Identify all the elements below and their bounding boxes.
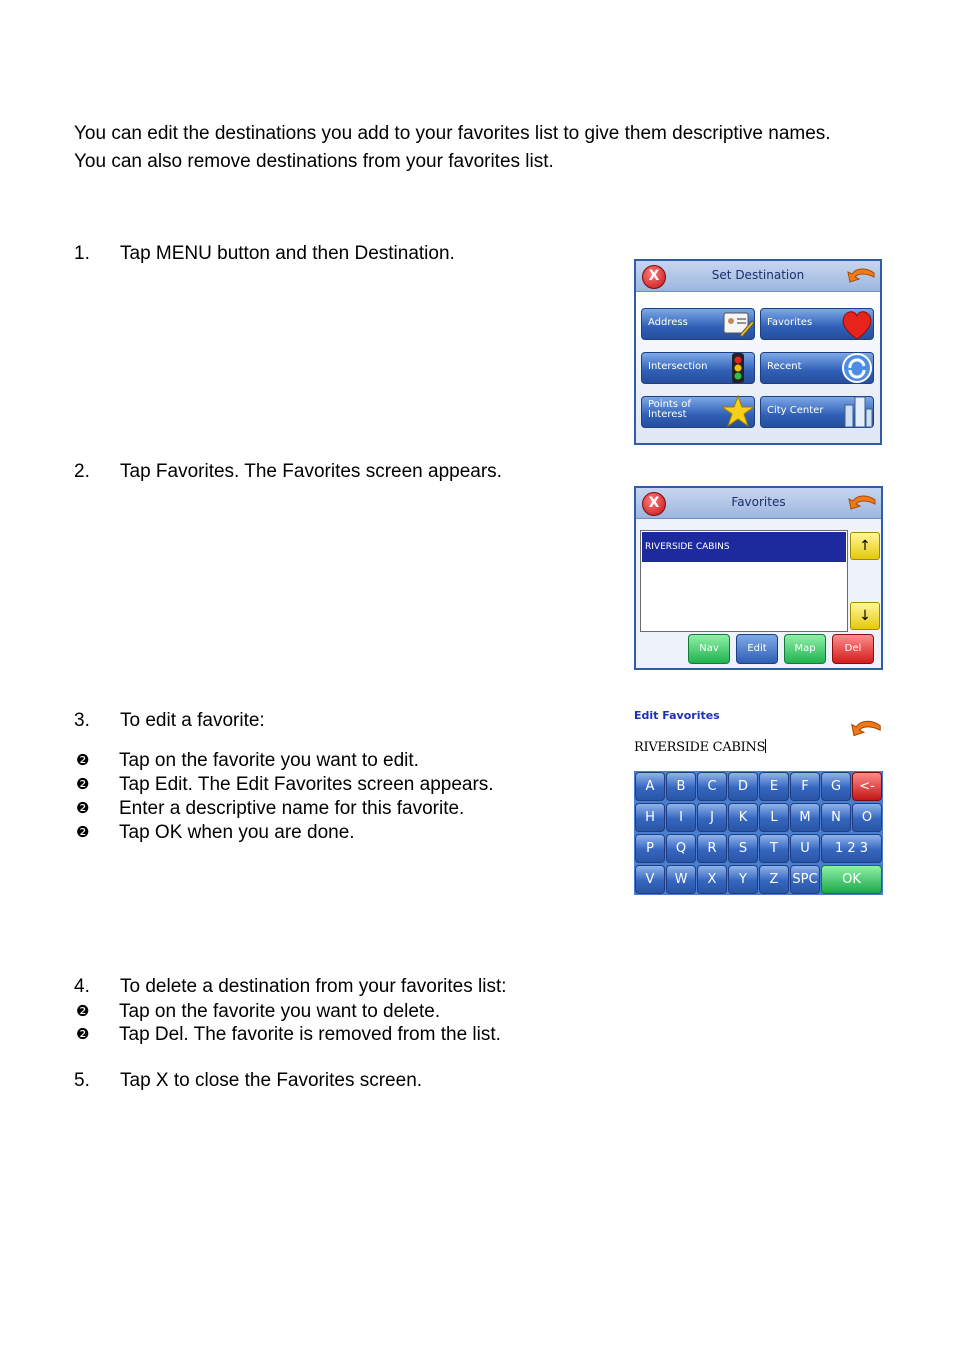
- key[interactable]: K: [728, 803, 758, 832]
- map-button[interactable]: Map: [784, 634, 826, 664]
- key[interactable]: Z: [759, 865, 789, 894]
- scroll-up-button[interactable]: ↑: [850, 532, 880, 560]
- refresh-icon: [839, 349, 875, 387]
- numbers-key[interactable]: 1 2 3: [821, 834, 882, 863]
- key[interactable]: B: [666, 772, 696, 801]
- close-button[interactable]: X: [642, 492, 666, 516]
- bullet-icon: ❷: [76, 800, 90, 817]
- nav-button[interactable]: Nav: [688, 634, 730, 664]
- edit-bullet-list: [0, 750, 600, 850]
- key[interactable]: O: [852, 803, 882, 832]
- screen-title: Set Destination: [711, 268, 805, 282]
- step-text: Tap MENU button and then Destination.: [120, 243, 455, 264]
- bullet-text: Tap on the favorite you want to edit.: [119, 750, 419, 771]
- button-label: Recent: [767, 361, 802, 372]
- step-number: 1.: [74, 243, 90, 264]
- city-center-button[interactable]: [760, 396, 874, 428]
- key[interactable]: G: [821, 772, 851, 801]
- key[interactable]: M: [790, 803, 820, 832]
- key[interactable]: W: [666, 865, 696, 894]
- key[interactable]: L: [759, 803, 789, 832]
- bullet-icon: ❷: [76, 752, 90, 769]
- close-button[interactable]: X: [642, 265, 666, 289]
- bullet-icon: ❷: [76, 1026, 90, 1043]
- button-label-line-1: Points of: [648, 399, 691, 410]
- step-text: Tap Favorites. The Favorites screen appears.: [120, 461, 502, 482]
- key[interactable]: U: [790, 834, 820, 863]
- list-item: [0, 1024, 600, 1046]
- points-of-interest-button[interactable]: [641, 396, 755, 428]
- backspace-key[interactable]: <-: [852, 772, 882, 801]
- list-item: [0, 822, 600, 844]
- edit-button[interactable]: Edit: [736, 634, 778, 664]
- button-label-line-2: Interest: [648, 409, 687, 420]
- button-label: City Center: [767, 405, 824, 416]
- step-text: Tap X to close the Favorites screen.: [120, 1070, 423, 1091]
- favorites-list[interactable]: [640, 530, 848, 632]
- key[interactable]: C: [697, 772, 727, 801]
- title-bar: [636, 488, 881, 519]
- back-arrow-icon[interactable]: [846, 265, 876, 287]
- delete-bullet-list: [0, 1001, 600, 1051]
- step-number: 4.: [74, 976, 90, 997]
- step-text: To delete a destination from your favorites list:: [120, 976, 507, 997]
- bullet-text: Tap Edit. The Edit Favorites screen appears.: [119, 774, 494, 795]
- key[interactable]: E: [759, 772, 789, 801]
- list-item-selected[interactable]: RIVERSIDE CABINS: [642, 532, 846, 562]
- title-bar: [636, 261, 880, 292]
- key[interactable]: A: [635, 772, 665, 801]
- bullet-icon: ❷: [76, 824, 90, 841]
- bullet-text: Tap on the favorite you want to delete.: [119, 1001, 441, 1022]
- city-building-icon: [839, 393, 875, 431]
- screen-title: Edit Favorites: [634, 709, 720, 722]
- bullet-text: Tap Del. The favorite is removed from the list.: [119, 1024, 501, 1045]
- key[interactable]: F: [790, 772, 820, 801]
- key[interactable]: D: [728, 772, 758, 801]
- button-label: [648, 400, 691, 420]
- address-button[interactable]: [641, 308, 755, 340]
- bullet-icon: ❷: [76, 1003, 90, 1020]
- edit-favorites-screen: [634, 709, 883, 895]
- recent-button[interactable]: [760, 352, 874, 384]
- key[interactable]: T: [759, 834, 789, 863]
- intersection-button[interactable]: [641, 352, 755, 384]
- bullet-text: Enter a descriptive name for this favorite.: [119, 798, 465, 819]
- set-destination-screen: [634, 259, 882, 445]
- delete-button[interactable]: Del: [832, 634, 874, 664]
- favorite-name-input[interactable]: [634, 739, 766, 755]
- step-number: 5.: [74, 1070, 90, 1091]
- bullet-icon: ❷: [76, 776, 90, 793]
- step-number: 3.: [74, 710, 90, 731]
- scroll-down-button[interactable]: ↓: [850, 602, 880, 630]
- intro-line-1: You can edit the destinations you add to your favorites list to give them descriptive names.: [74, 123, 831, 144]
- key[interactable]: P: [635, 834, 665, 863]
- button-label: Intersection: [648, 361, 708, 372]
- star-icon: [720, 393, 756, 431]
- input-value: RIVERSIDE CABINS: [634, 740, 766, 755]
- button-label: Address: [648, 317, 688, 328]
- key[interactable]: Q: [666, 834, 696, 863]
- menu-grid: [636, 292, 880, 443]
- ok-key[interactable]: OK: [821, 865, 882, 894]
- key[interactable]: R: [697, 834, 727, 863]
- step-text: To edit a favorite:: [120, 710, 265, 731]
- favorites-screen: [634, 486, 883, 670]
- key[interactable]: I: [666, 803, 696, 832]
- key[interactable]: Y: [728, 865, 758, 894]
- key[interactable]: N: [821, 803, 851, 832]
- intro-line-2: You can also remove destinations from your favorites list.: [74, 151, 554, 172]
- key[interactable]: H: [635, 803, 665, 832]
- space-key[interactable]: SPC: [790, 865, 820, 894]
- screen-title: Favorites: [731, 495, 786, 509]
- bullet-text: Tap OK when you are done.: [119, 822, 355, 843]
- back-arrow-icon[interactable]: [847, 492, 877, 514]
- key[interactable]: S: [728, 834, 758, 863]
- key[interactable]: J: [697, 803, 727, 832]
- list-item: [0, 798, 600, 820]
- text-cursor: [765, 739, 766, 753]
- address-card-icon: [720, 305, 756, 343]
- button-label: Favorites: [767, 317, 813, 328]
- on-screen-keyboard: [634, 771, 883, 895]
- key[interactable]: X: [697, 865, 727, 894]
- step-number: 2.: [74, 461, 90, 482]
- back-arrow-icon[interactable]: [849, 717, 883, 741]
- heart-icon: [839, 305, 875, 343]
- list-item: [0, 1001, 600, 1023]
- list-item: [0, 750, 600, 772]
- key[interactable]: V: [635, 865, 665, 894]
- traffic-light-icon: [720, 349, 756, 387]
- favorites-button[interactable]: [760, 308, 874, 340]
- list-item: [0, 774, 600, 796]
